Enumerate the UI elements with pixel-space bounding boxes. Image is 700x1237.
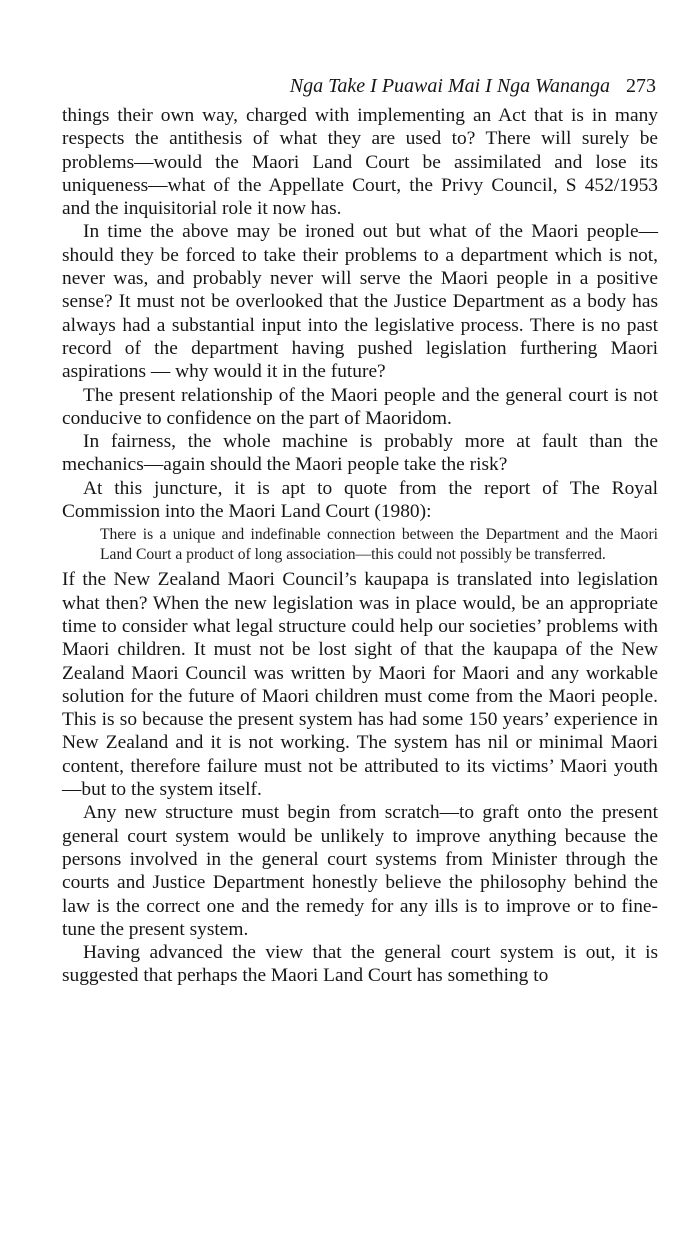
page-number: 273 (626, 75, 656, 97)
paragraph: The present relationship of the Maori people and the general court is not conducive to confidence on the part of Maoridom. (62, 384, 658, 429)
paragraph-continued: things their own way, charged with implementing an Act that is in many respects the antithesis of what they are used to? There will surely be problems—would the Maori Land Court be assimilated and lose its uniqueness—what of the Appellate Court, the Privy Council, S 452/1953 and the inquisitorial role it now has. (62, 105, 658, 220)
paragraph: In time the above may be ironed out but what of the Maori people—should they be forced to take their problems to a department which is not, never was, and probably never will serve the Maori people in a positive sense? It must not be overlooked that the Justice Department as a body has always had a substantial input into the legislative process. There is no past record of the department having pushed legislation furthering Maori aspirations — why would it in the future? (62, 221, 658, 383)
body-text (62, 104, 658, 988)
paragraph: At this juncture, it is apt to quote from the report of The Royal Commission into the Maori Land Court (1980): (62, 477, 658, 523)
running-head (62, 72, 658, 100)
book-page (62, 72, 658, 988)
paragraph: In fairness, the whole machine is probably more at fault than the mechanics—again should the Maori people take the risk? (62, 431, 658, 476)
paragraph: Having advanced the view that the general court system is out, it is suggested that perhaps the Maori Land Court has something to (62, 942, 658, 987)
paragraph: Any new structure must begin from scratch—to graft onto the present general court system would be unlikely to improve anything because the persons involved in the general court systems from Minister through the courts and Justice Department honestly believe the philosophy behind the law is the correct one and the remedy for any ills is to improve or to fine-tune the present system. (62, 802, 658, 940)
block-quote: There is a unique and indefinable connection between the Department and the Maori Land Court a product of long association—this could not possibly be transferred. (100, 526, 658, 564)
running-title: Nga Take I Puawai Mai I Nga Wananga (289, 75, 610, 97)
paragraph: If the New Zealand Maori Council’s kaupapa is translated into legislation what then? When the new legislation was in place would, be an appropriate time to consider what legal structure could help our societies’ problems with Maori children. It must not be lost sight of that the kaupapa of the New Zealand Maori Council was written by Maori for Maori and any workable solution for the future of Maori children must come from the Maori people. This is so because the present system has had some 150 years’ experience in New Zealand and it is not working. The system has nil or minimal Maori content, therefore failure must not be attributed to its victims’ Maori youth—but to the system itself. (62, 569, 658, 801)
